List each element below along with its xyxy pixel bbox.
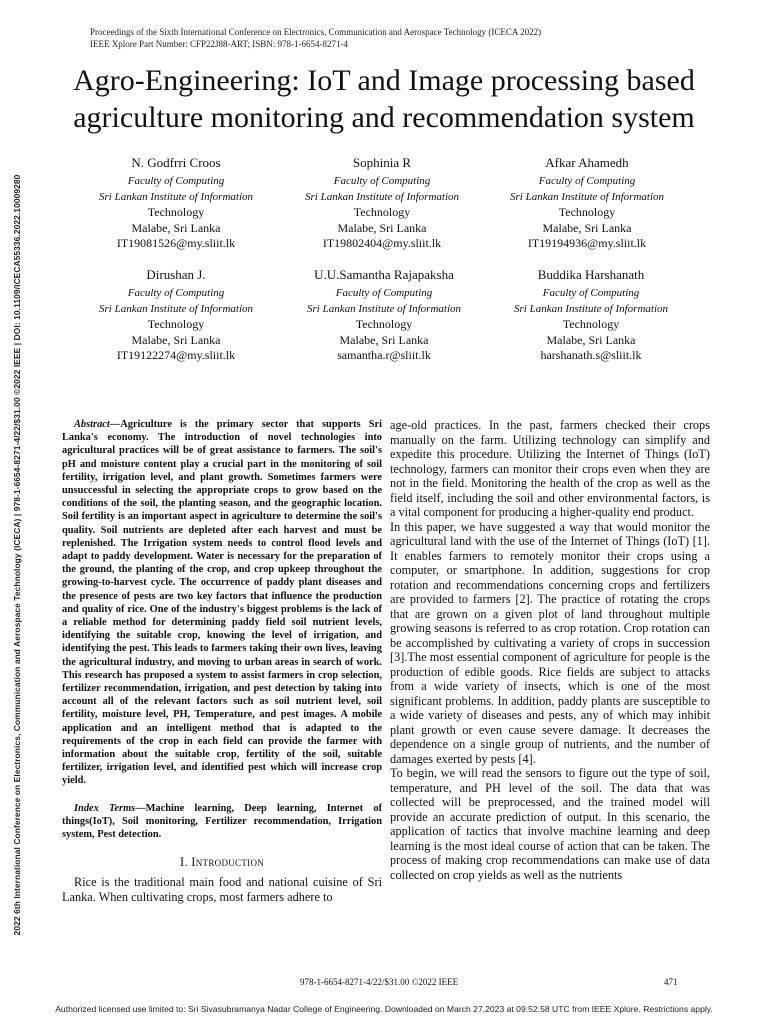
author-block [476, 266, 706, 364]
author-technology: Technology [558, 205, 616, 219]
footer-isbn: 978-1-6654-8271-4/22/$31.00 ©2022 IEEE [300, 977, 459, 987]
author-faculty: Faculty of Computing [127, 287, 225, 299]
author-technology: Technology [147, 205, 205, 219]
doi-sidebar [10, 140, 24, 970]
author-name: Sophinia R [352, 155, 412, 170]
author-city: Malabe, Sri Lanka [131, 332, 221, 347]
author-institute: Sri Lankan Institute of Information [514, 303, 668, 315]
author-city: Malabe, Sri Lanka [339, 332, 429, 347]
author-name: Buddika Harshanath [537, 267, 645, 282]
abstract-text: —Agriculture is the primary sector that supports Sri Lanka's economy. The introduction of novel technologies into agricultural practices will be of great assistance to farmers. The soil's pH and moisture content play a crucial part in the monitoring of soil fertility, irrigation level, and plant growth. Sometimes farmers were unsuccessful in selecting the appropriate crops to grow based on the conditions of the soil, the planting season, and the geographic location. Soil fertility is an important aspect in agriculture to determine the soil's quality. Soil nutrients are depleted after each harvest and must be replenished. The Irrigation system needs to control flood levels and adapt to paddy development. Water is necessary for the preparation of the ground, the planting of the crop, and crop upkeep throughout the growing-to-harvest cycle. The occurrence of paddy plant diseases and the presence of pests are two key factors that influence the production and quality of rice. One of the industry's biggest problems is the lack of a reliable method for determining paddy field soil nutrient levels, identifying the suitable crop, knowing the level of irrigation, and identifying the pest. This leads to farmers taking their own lives, leaving the agricultural industry, and moving to urban areas in search of work. This research has proposed a system to assist farmers in crop selection, fertilizer recommendation, irrigation, and pest detection by taking into account all of the relevant factors such as soil nutrient level, soil fertility, moisture level, PH, Temperature, and pest images. A mobile application and an intelligent method that is adapted to the requirements of the crop in each field can provide the farmer with information about the suitable crop, fertility of the soil, suitable fertilizer, irrigation level, and identified pest which will increase crop yield. [62, 419, 382, 787]
index-terms [62, 802, 382, 842]
author-technology: Technology [562, 317, 620, 331]
body-paragraph: age-old practices. In the past, farmers checked their crops manually on the farm. Utilizing technology can simplify and expedite this procedure. Utilizing the Internet of Things (IoT) technology, farmers can monitor their crops even when they are not in the field. Monitoring the health of the crop as well as the field itself, including the soil and other environmental factors, is a vital component for producing a higher-quality end product. [390, 418, 710, 519]
abstract-label: Abstract [74, 419, 110, 430]
author-name: N. Godfrri Croos [131, 155, 221, 170]
author-institute: Sri Lankan Institute of Information [99, 191, 253, 203]
author-block [61, 154, 291, 252]
author-email: IT19081526@my.sliit.lk [116, 236, 236, 250]
author-city: Malabe, Sri Lanka [546, 332, 636, 347]
section-numeral: I. [179, 855, 188, 870]
author-faculty: Faculty of Computing [127, 175, 225, 187]
doi-sidebar-text: 2022 6th International Conference on Electronics, Communication and Aerospace Technology (ICECA) | 978-1-6654-8271-4/22/$31.00 ©2022 IEEE | DOI: 10.1109/ICECA55336.2022.10009280 [12, 174, 22, 936]
author-email: IT19194936@my.sliit.lk [527, 236, 647, 250]
author-block [472, 154, 702, 252]
conference-header-line2: IEEE Xplore Part Number: CFP22J88-ART; ISBN: 978-1-6654-8271-4 [90, 39, 348, 49]
paper-title [0, 62, 768, 136]
conference-header [90, 26, 541, 50]
intro-paragraph: Rice is the traditional main food and national cuisine of Sri Lanka. When cultivating crops, most farmers adhere to [62, 875, 382, 904]
authorized-use-notice: Authorized licensed use limited to: Sri Sivasubramanya Nadar College of Engineering. Downloaded on March 27,2023 at 09:52:58 UTC from IEEE Xplore. Restrictions apply. [55, 1004, 713, 1014]
author-institute: Sri Lankan Institute of Information [307, 303, 461, 315]
left-column [62, 418, 382, 904]
author-technology: Technology [147, 317, 205, 331]
section-title: Introduction [191, 855, 265, 870]
conference-header-line1: Proceedings of the Sixth International Conference on Electronics, Communication and Aerospace Technology (ICECA 2022) [90, 27, 542, 37]
page-number: 471 [664, 977, 678, 987]
author-technology: Technology [353, 205, 411, 219]
body-paragraph: In this paper, we have suggested a way that would monitor the agricultural land with the use of the Internet of Things (IoT) [1]. It enables farmers to remotely monitor their crops using a computer, or smartphone. In addition, suggestions for crop rotation and recommendations concerning crops and fertilizers are provided to farmers [2]. The practice of rotating the crops that are grown on a given plot of land throughout multiple growing seasons is referred to as crop rotation. Crop rotation can be accomplished by cultivating a variety of crops in succession [3].The most essential component of agriculture for people is the production of edible goods. Rice fields are subject to attacks from a wide variety of insects, which is one of the most significant problems. In addition, paddy plants are susceptible to a wide variety of diseases and pests, any of which may inhibit plant growth or even cause severe damage. It decreases the dependence on a single group of nutrients, and the number of damages exerted by pests [4]. [390, 519, 710, 766]
right-column [390, 418, 710, 882]
index-terms-text: —Machine learning, Deep learning, Internet of things(IoT), Soil monitoring, Fertilizer recommendation, Irrigation system, Pest detection. [62, 802, 382, 841]
author-faculty: Faculty of Computing [538, 175, 636, 187]
author-institute: Sri Lankan Institute of Information [305, 191, 459, 203]
author-city: Malabe, Sri Lanka [131, 220, 221, 235]
author-block [267, 154, 497, 252]
abstract [62, 418, 382, 788]
author-city: Malabe, Sri Lanka [337, 220, 427, 235]
author-name: Dirushan J. [146, 267, 206, 282]
author-email: IT19802404@my.sliit.lk [322, 236, 442, 250]
author-email: samantha.r@sliit.lk [337, 348, 431, 362]
author-block [269, 266, 499, 364]
index-terms-label: Index Terms [74, 802, 136, 814]
author-email: IT19122274@my.sliit.lk [116, 348, 236, 362]
author-institute: Sri Lankan Institute of Information [99, 303, 253, 315]
author-name: U.U.Samantha Rajapaksha [314, 267, 454, 282]
author-email: harshanath.s@sliit.lk [540, 348, 642, 362]
author-city: Malabe, Sri Lanka [542, 220, 632, 235]
author-name: Afkar Ahamedh [545, 155, 629, 170]
paper-title-line1: Agro-Engineering: IoT and Image processing based [73, 64, 695, 97]
section-heading [62, 855, 382, 869]
paper-title-line2: agriculture monitoring and recommendation system [73, 101, 695, 134]
author-faculty: Faculty of Computing [335, 287, 433, 299]
author-faculty: Faculty of Computing [333, 175, 431, 187]
author-technology: Technology [355, 317, 413, 331]
author-block [61, 266, 291, 364]
author-institute: Sri Lankan Institute of Information [510, 191, 664, 203]
body-paragraph: To begin, we will read the sensors to figure out the type of soil, temperature, and PH level of the soil. The data that was collected will be preprocessed, and the trained model will provide an accurate prediction of output. In this scenario, the application of tactics that involve machine learning and deep learning is the most ideal course of action that can be taken. The process of making crop recommendations can make use of data collected on crop yields as well as the nutrients [390, 766, 710, 882]
author-faculty: Faculty of Computing [542, 287, 640, 299]
